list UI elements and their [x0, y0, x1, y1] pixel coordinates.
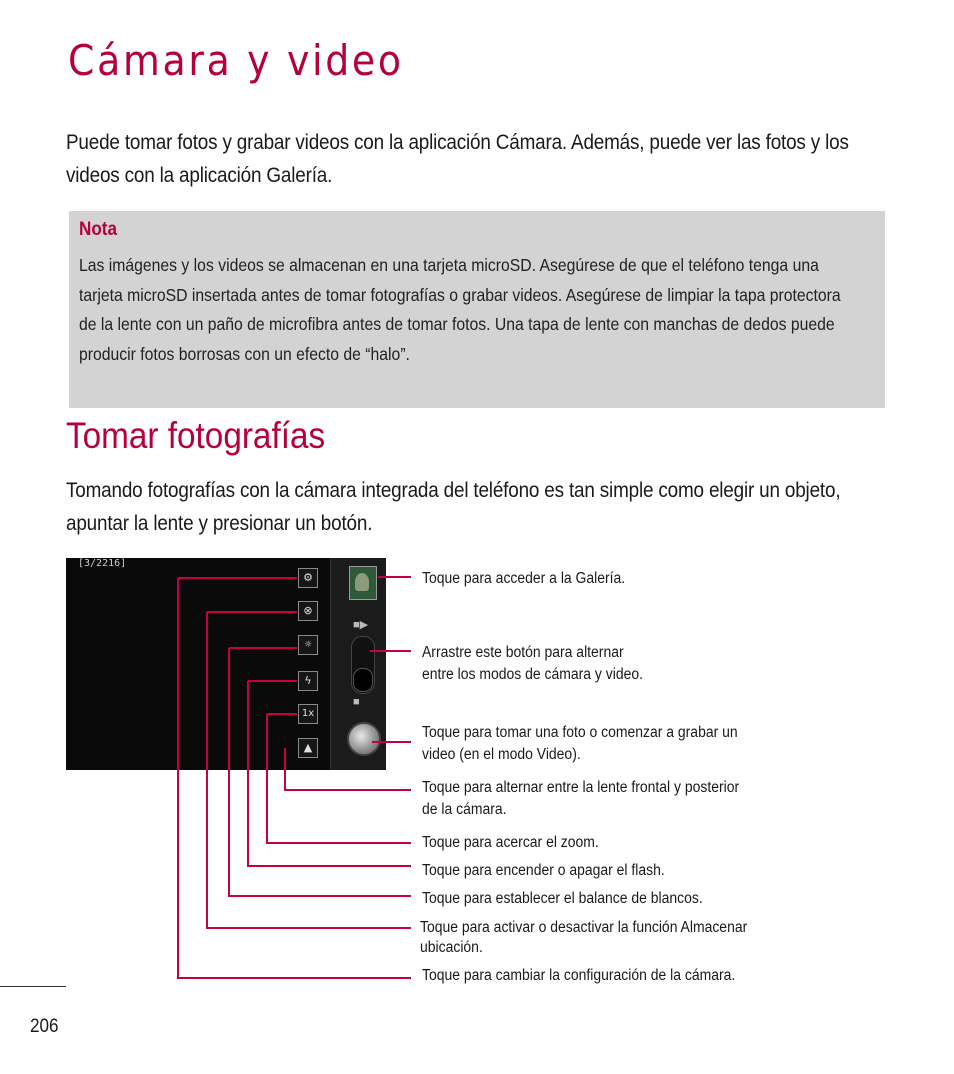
- zoom-level: 1x: [301, 708, 315, 719]
- callout-mode-switch: Arrastre este botón para alternar entre los modos de cámara y video.: [422, 644, 643, 683]
- callout-settings: Toque para cambiar la configuración de la cámara.: [422, 967, 736, 984]
- callout-white-balance: Toque para establecer el balance de blancos.: [422, 890, 703, 907]
- note-title: Nota: [79, 219, 118, 240]
- callout-line-white-balance: [229, 648, 411, 896]
- footer-rule: [0, 986, 66, 987]
- callout-line-location: [207, 612, 411, 928]
- white-balance-icon: ☼: [298, 635, 318, 655]
- section-title: Tomar fotografías: [66, 415, 326, 456]
- page-title: Cámara y video: [68, 36, 404, 85]
- callout-line-flash: [248, 681, 411, 866]
- location-icon: ⊗: [298, 601, 318, 621]
- callout-gallery: Toque para acceder a la Galería.: [422, 570, 626, 587]
- callout-line-settings: [178, 578, 411, 978]
- section-intro: Tomando fotografías con la cámara integrada del teléfono es tan simple como elegir un objeto, apuntar la lente y presionar un botón.: [66, 479, 841, 535]
- gear-icon: ⚙: [298, 568, 318, 588]
- callout-flash: Toque para encender o apagar el flash.: [422, 862, 665, 879]
- flash-icon: ϟ: [298, 671, 318, 691]
- callout-lens-switch: Toque para alternar entre la lente frontal y posterior de la cámara.: [422, 779, 740, 818]
- callout-zoom: Toque para acercar el zoom.: [422, 834, 599, 851]
- note-text: Las imágenes y los videos se almacenan en una tarjeta microSD. Asegúrese de que el teléfono tenga una tarjeta microSD insertada antes de tomar fotografías o grabar videos. Asegúrese de limpiar la tapa protectora de la lente con un paño de microfibra antes de tomar fotos. Una tapa de lente con manchas de dedos puede producir fotos borrosas con un efecto de “halo”.: [79, 255, 841, 365]
- callout-shutter: Toque para tomar una foto o comenzar a grabar un video (en el modo Video).: [422, 724, 738, 763]
- page-number: 206: [30, 1016, 59, 1037]
- camera-mode-icon: ■: [353, 696, 360, 708]
- intro-paragraph: Puede tomar fotos y grabar videos con la aplicación Cámara. Además, puede ver las fotos y los videos con la aplicación Galería.: [66, 131, 849, 187]
- video-mode-icon: ■▶: [353, 619, 369, 631]
- callout-line-lens-switch: [285, 748, 411, 790]
- lens-switch-icon: ▲: [298, 738, 318, 758]
- callout-location: Toque para activar o desactivar la función Almacenar ubicación.: [420, 919, 748, 956]
- callout-line-zoom: [267, 714, 411, 843]
- shot-counter: [3/2216]: [78, 558, 127, 569]
